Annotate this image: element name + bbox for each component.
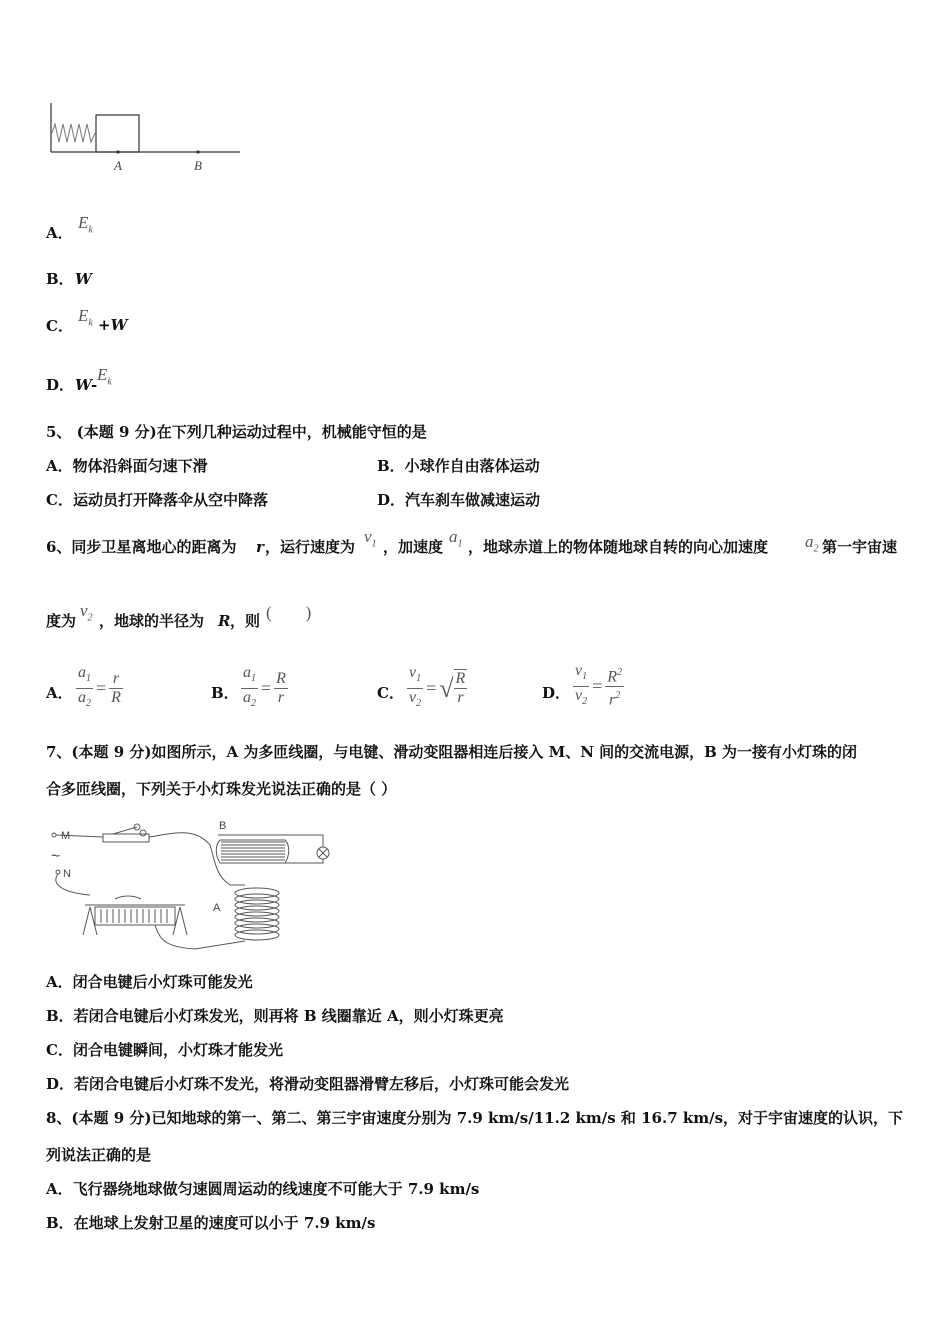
label-a: A <box>213 902 221 914</box>
text: ，加速度 <box>383 538 444 556</box>
rheostat <box>83 896 187 935</box>
v2-symbol: $v_2$ <box>80 601 93 624</box>
option-letter: C． <box>377 684 404 702</box>
q5-option-d: D．汽车刹车做减速运动 <box>377 491 541 509</box>
text: 度为 <box>46 612 77 630</box>
q5-option-c: C．运动员打开降落伞从空中降落 <box>46 491 268 509</box>
coil-b <box>216 835 323 863</box>
coil-a <box>235 888 279 940</box>
terminal-m <box>52 833 56 837</box>
a1-symbol: $a_1$ <box>449 527 463 550</box>
option-letter: C． <box>46 317 73 335</box>
option-text: W- <box>75 376 98 394</box>
label-tilde: ~ <box>51 848 61 865</box>
label-m: M <box>61 830 71 842</box>
text: 第一宇宙速 <box>822 538 898 556</box>
ek-symbol: $E_k$ <box>78 306 93 329</box>
q8-option-b: B．在地球上发射卫星的速度可以小于 7.9 km/s <box>46 1214 376 1232</box>
text: ，则 <box>230 612 261 630</box>
option-text: W <box>75 270 92 288</box>
formula: $\frac{a_1}{a_2}$ = $\frac{R}{r}$ <box>243 664 286 710</box>
ek-symbol: $E_k$ <box>78 213 93 236</box>
formula: $\frac{v_1}{v_2}$ = $\frac{R^2}{r^2}$ <box>575 662 623 709</box>
q8-option-a: A．飞行器绕地球做匀速圆周运动的线速度不可能大于 7.9 km/s <box>46 1180 480 1198</box>
point-b-dot <box>196 150 199 153</box>
a2-symbol: $a_2$ <box>805 532 819 555</box>
r-symbol: R <box>218 612 231 630</box>
option-letter: B． <box>46 270 74 288</box>
q8-stem-line2: 列说法正确的是 <box>46 1146 152 1164</box>
knife-switch <box>103 834 149 842</box>
option-letter: A． <box>46 684 73 702</box>
label-n: N <box>63 868 71 880</box>
q5-option-b: B．小球作自由落体运动 <box>377 457 540 475</box>
spring <box>52 124 95 142</box>
option-letter: D． <box>46 376 75 394</box>
q7-option-d: D．若闭合电键后小灯珠不发光，将滑动变阻器滑臂左移后，小灯珠可能会发光 <box>46 1075 570 1093</box>
option-letter: D． <box>542 684 571 702</box>
q8-stem-line1: 8、(本题 9 分)已知地球的第一、第二、第三宇宙速度分别为 7.9 km/s/11.2 km/s 和 16.7 km/s，对于宇宙速度的认识，下 <box>46 1109 904 1127</box>
q7-stem-line1: 7、(本题 9 分)如图所示，A 为多匝线圈，与电键、滑动变阻器相连后接入 M、N 间的交流电源，B 为一接有小灯珠的闭 <box>46 743 858 761</box>
text: ，运行速度为 <box>265 538 356 556</box>
option-letter: B． <box>211 684 239 702</box>
q7-stem-line2: 合多匝线圈，下列关于小灯珠发光说法正确的是（ ） <box>46 780 397 798</box>
q7-option-a: A．闭合电键后小灯珠可能发光 <box>46 973 253 991</box>
q5-stem: 5、 (本题 9 分)在下列几种运动过程中，机械能守恒的是 <box>46 423 427 441</box>
coil-circuit-figure <box>45 815 335 955</box>
v1-symbol: $v_1$ <box>364 527 377 550</box>
formula: $\frac{v_1}{v_2}$ = √ $\frac{R}{r}$ <box>409 664 466 710</box>
option-text: +W <box>98 316 128 334</box>
answer-paren: ( ) <box>266 603 312 622</box>
q7-option-b: B．若闭合电键后小灯珠发光，则再将 B 线圈靠近 A，则小灯珠更亮 <box>46 1007 504 1025</box>
spring-block-diagram <box>40 95 250 180</box>
terminal-n <box>56 870 60 874</box>
text: ，地球赤道上的物体随地球自转的向心加速度 <box>468 538 769 556</box>
point-a-label: A <box>114 158 122 173</box>
ek-symbol: $E_k$ <box>97 365 112 388</box>
text: ，地球的半径为 <box>99 612 205 630</box>
text: 6、同步卫星离地心的距离为 <box>46 538 237 556</box>
block <box>96 115 139 152</box>
option-letter: A． <box>46 224 73 242</box>
r-symbol: r <box>256 538 264 556</box>
q7-option-c: C．闭合电键瞬间，小灯珠才能发光 <box>46 1041 283 1059</box>
point-a-dot <box>116 150 119 153</box>
formula: $\frac{a_1}{a_2}$ = $\frac{r}{R}$ <box>78 664 121 710</box>
q5-option-a: A．物体沿斜面匀速下滑 <box>46 457 208 475</box>
label-b: B <box>219 820 227 832</box>
point-b-label: B <box>194 158 202 173</box>
